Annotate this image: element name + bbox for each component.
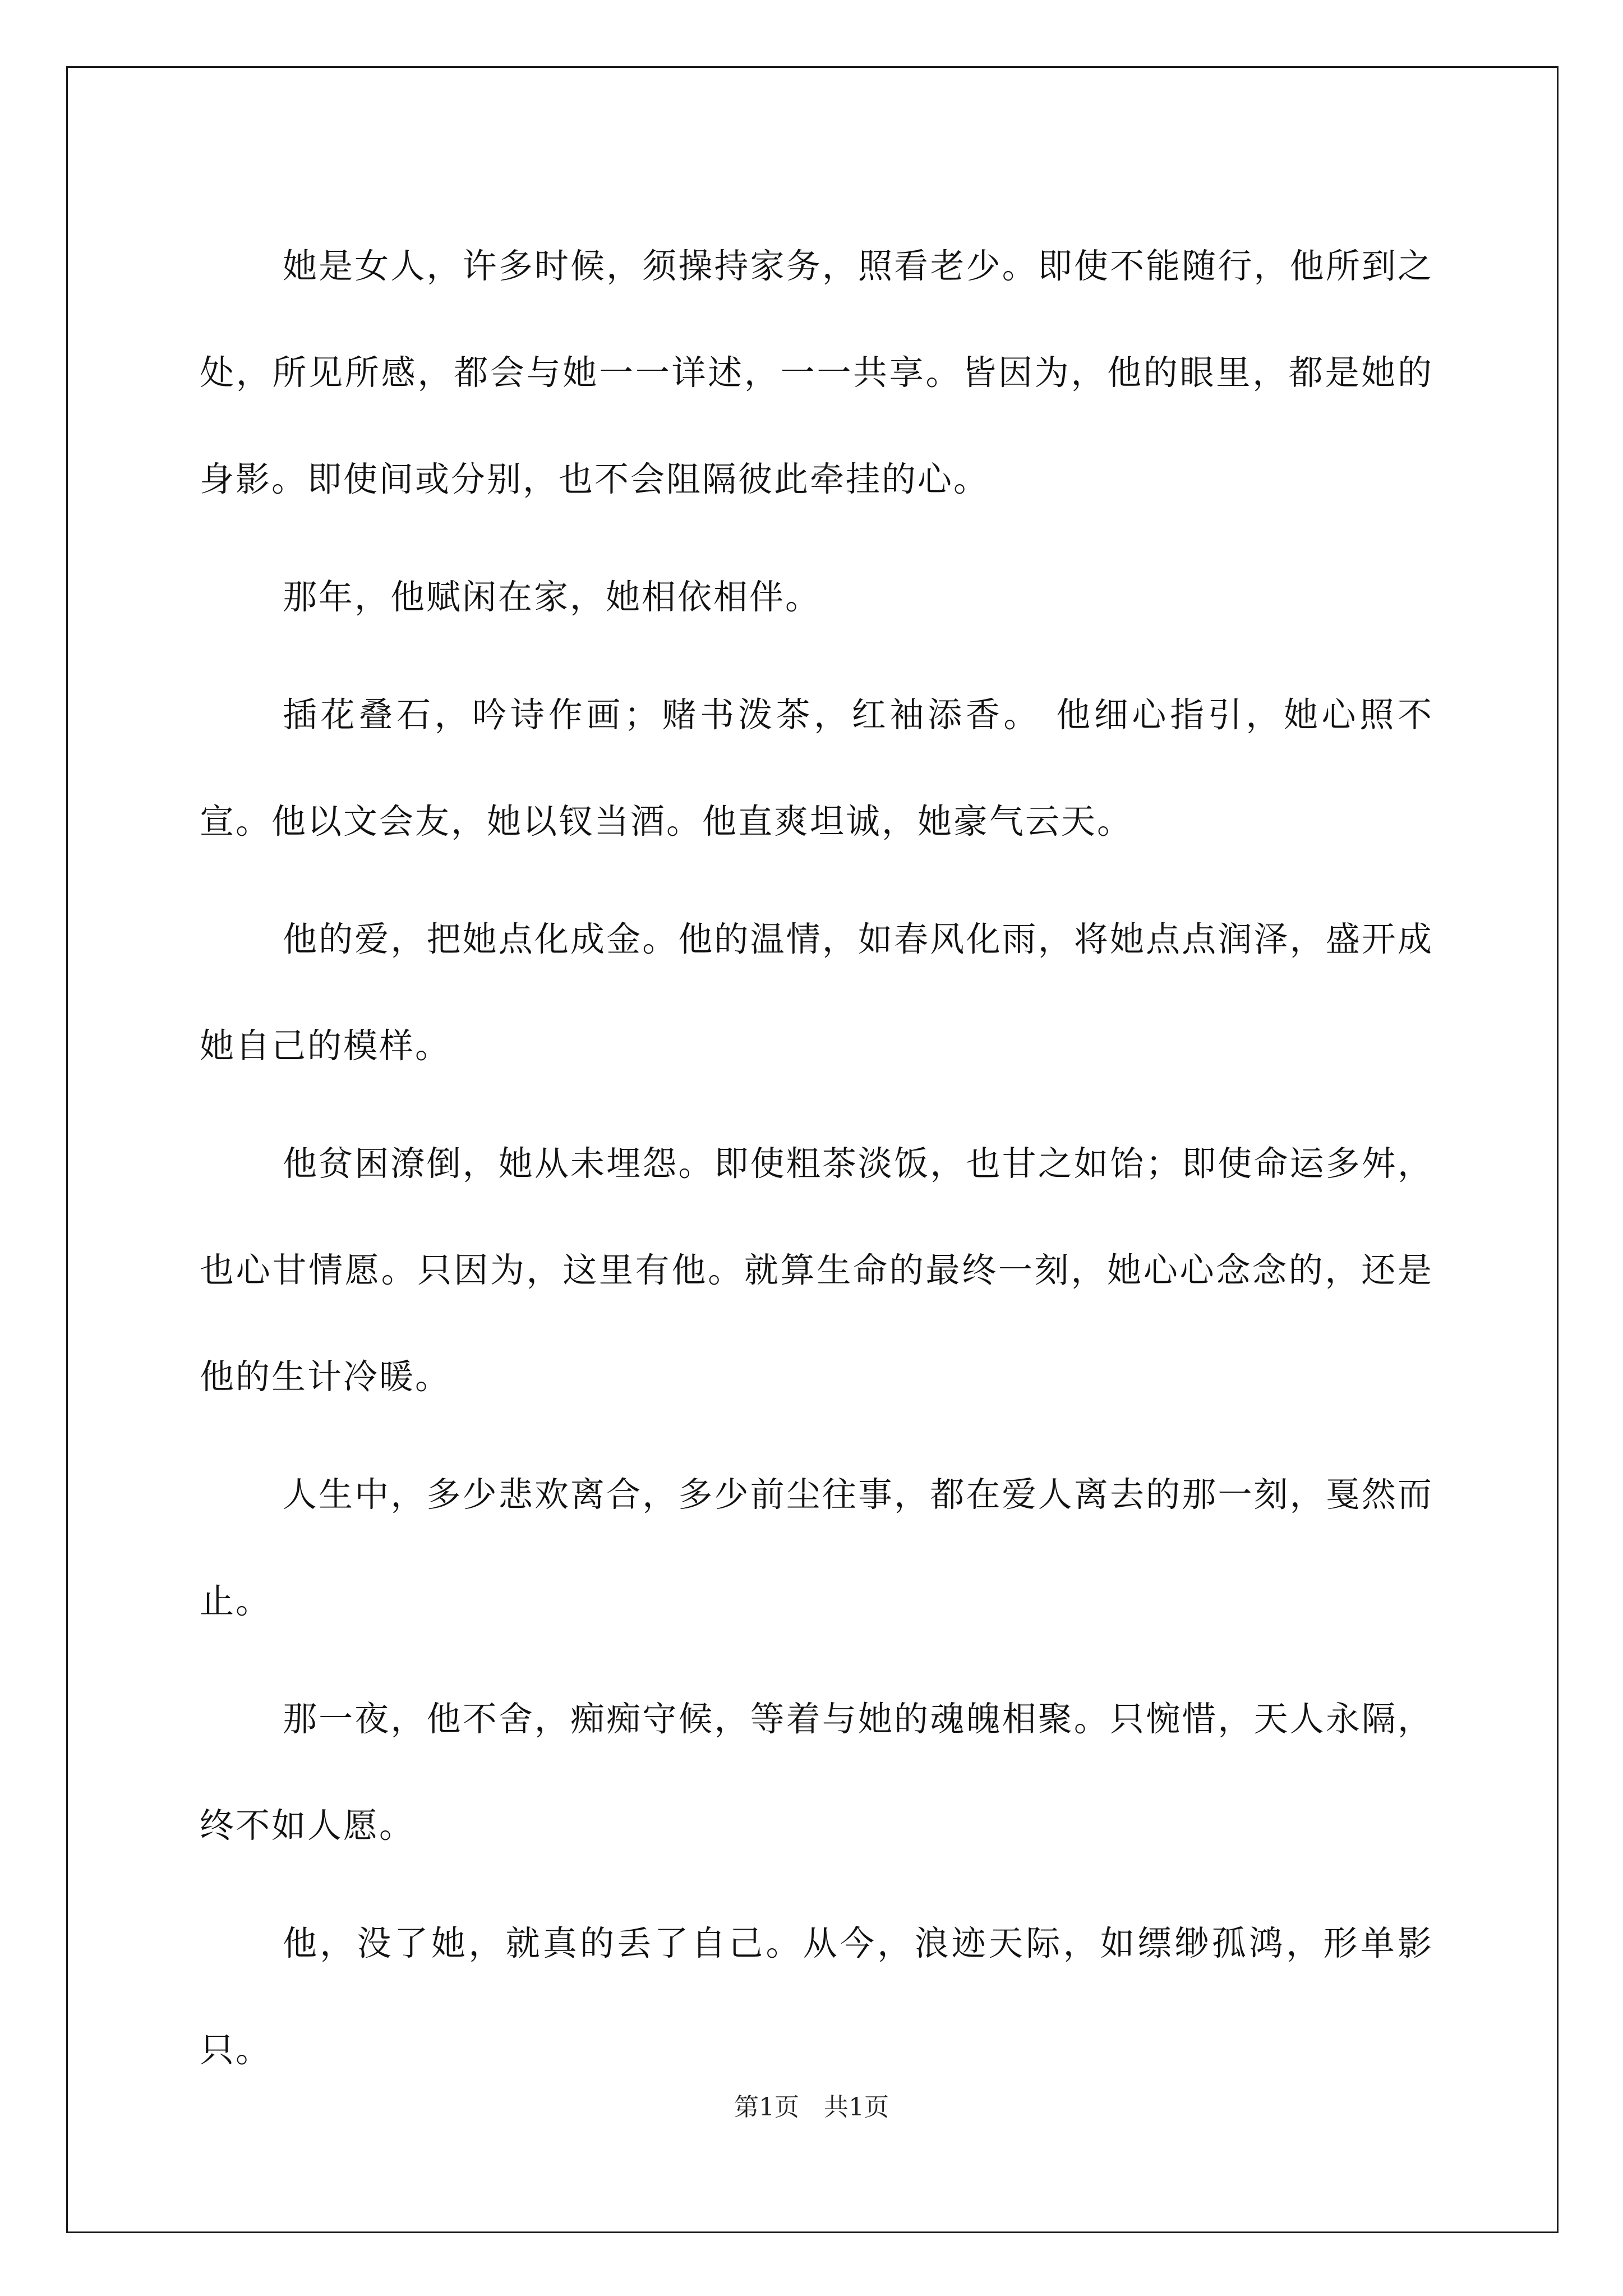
document-body [200, 213, 1433, 2115]
page-footer: 第1页 共1页 [734, 2093, 889, 2122]
paragraph: 那年，他赋闲在家，她相依相伴。 [283, 577, 822, 617]
paragraph: 那一夜，他不舍，痴痴守候，等着与她的魂魄相聚。只惋惜，天人永隔，终不如人愿。 [200, 1699, 1433, 1846]
paragraph: 他，没了她，就真的丢了自己。从今，浪迹天际，如缥缈孤鸿，形单影只。 [200, 1924, 1433, 2070]
paragraph: 他贫困潦倒，她从未埋怨。即使粗茶淡饭，也甘之如饴；即使命运多舛，也心甘情愿。只因为，这里有他。就算生命的最终一刻，她心心念念的，还是他的生计冷暖。 [200, 1144, 1433, 1397]
paragraph: 他的爱，把她点化成金。他的温情，如春风化雨，将她点点润泽，盛开成她自己的模样。 [200, 919, 1433, 1066]
paragraph: 她是女人，许多时候，须操持家务，照看老少。即使不能随行，他所到之处，所见所感，都会与她一一详述，一一共享。皆因为，他的眼里，都是她的身影。即使间或分别，也不会阻隔彼此牵挂的心。 [200, 246, 1433, 499]
paragraph: 插花叠石，吟诗作画；赌书泼茶，红袖添香。 他细心指引，她心照不宣。他以文会友，她以钗当酒。他直爽坦诚，她豪气云天。 [200, 695, 1433, 841]
paragraph: 人生中，多少悲欢离合，多少前尘往事，都在爱人离去的那一刻，戛然而止。 [200, 1475, 1433, 1621]
